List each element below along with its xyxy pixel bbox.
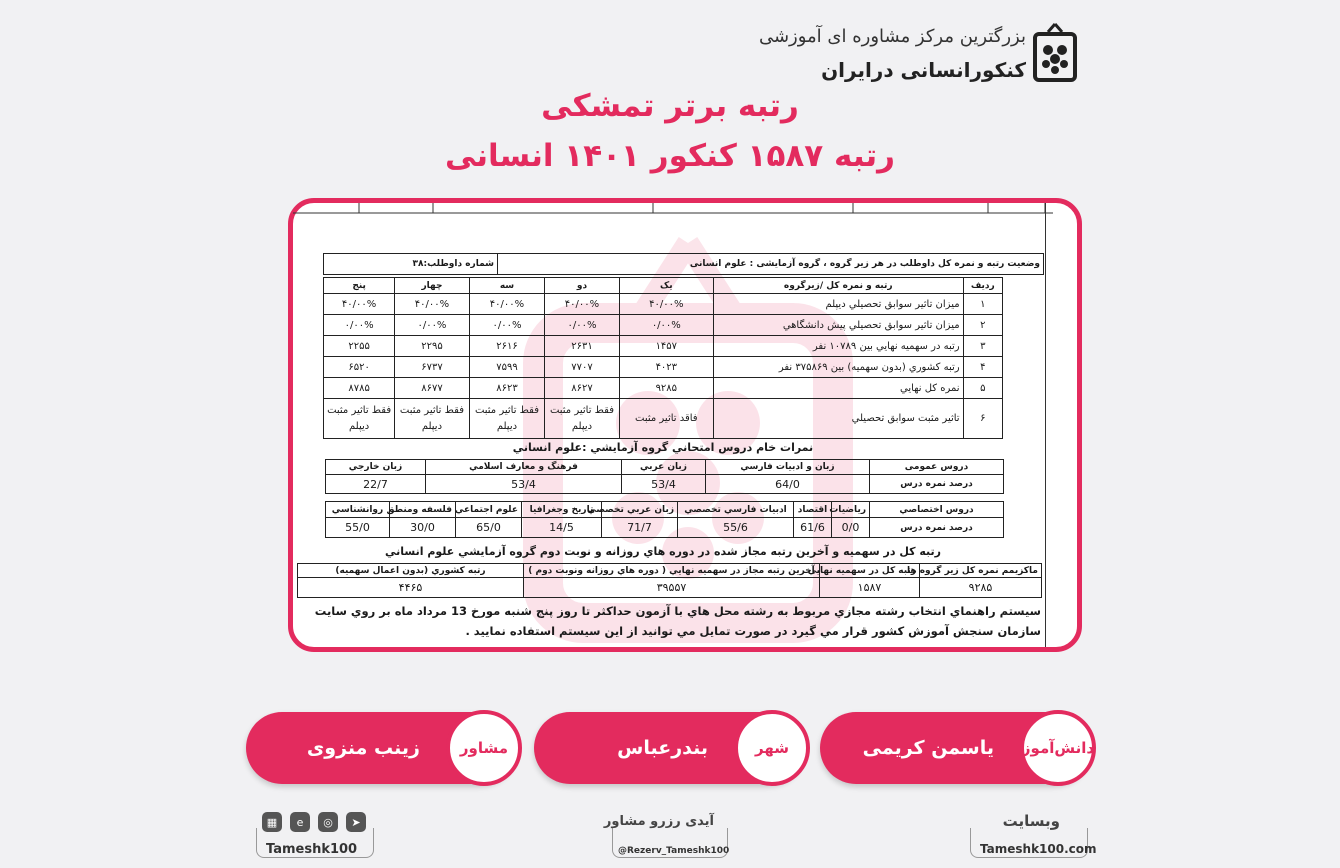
social-links	[256, 815, 374, 860]
score-cell: 53/4	[622, 475, 706, 494]
advisor-name: زینب منزوی	[306, 737, 420, 759]
table-row	[324, 336, 1003, 357]
table-cell: ۳	[963, 336, 1002, 357]
score-cell: 30/0	[390, 518, 456, 538]
result-document	[293, 203, 1077, 647]
final-header: رتبه كشوري (بدون اعمال سهميه)	[298, 564, 524, 578]
table-cell: رتبه كشوري (بدون سهميه) بين ۳۷۵۸۶۹ نفر	[713, 357, 963, 378]
page-subtitle: رتبه ۱۵۸۷ کنکور ۱۴۰۱ انسانی	[445, 138, 895, 174]
table-row	[326, 518, 1004, 538]
telegram-icon[interactable]: ➤	[346, 812, 366, 832]
final-rank-title: رتبه كل در سهميه و آخرين رتبه مجاز شده در دوره هاي روزانه و نوبت دوم گروه آزمايشي علوم انساني	[385, 545, 941, 558]
social-handle[interactable]: Tameshk100	[266, 842, 358, 857]
final-header: رتبه كل در سهميه نهايي	[820, 564, 920, 578]
student-label: دانش‌آموز	[1021, 739, 1095, 757]
table-row	[298, 578, 1042, 598]
student-name: یاسمن کریمی	[862, 737, 994, 759]
advisor-pill	[246, 712, 516, 784]
final-value: ۹۲۸۵	[920, 578, 1042, 598]
table-cell: رتبه در سهميه نهايي بين ۱۰۷۸۹ نفر	[713, 336, 963, 357]
table-cell: ۰/۰۰%	[324, 315, 395, 336]
instagram-icon[interactable]: ◎	[318, 812, 338, 832]
score-cell: 65/0	[456, 518, 522, 538]
table-cell: ۰/۰۰%	[545, 315, 619, 336]
pill-badge	[446, 710, 522, 786]
table-cell: ميزان تاثير سوابق تحصيلي ديپلم	[713, 294, 963, 315]
brand-block	[758, 18, 1078, 88]
table-cell: ۴۰/۰۰%	[545, 294, 619, 315]
table-cell: ۷۷۰۷	[545, 357, 619, 378]
raw-scores-title: نمرات خام دروس امتحاني گروه آزمايشي :علوم انساني	[512, 441, 814, 454]
column-header: رديف	[963, 278, 1002, 294]
page-title: رتبه برتر تمشکی	[541, 88, 799, 124]
column-header: دو	[545, 278, 619, 294]
subject-header: زبان و ادبيات فارسي	[706, 460, 870, 475]
table-cell: ۵	[963, 378, 1002, 399]
table-cell: ۱۴۵۷	[619, 336, 713, 357]
table-row	[326, 502, 1004, 518]
subject-header: زبان عربي	[622, 460, 706, 475]
table-row	[326, 460, 1004, 475]
table-row	[326, 475, 1004, 494]
raspberry-logo-icon	[1032, 22, 1078, 84]
table-row	[324, 399, 1003, 439]
right-border	[1045, 203, 1055, 647]
website-title: وبسایت	[1002, 812, 1060, 830]
table-cell: ۸۶۲۷	[545, 378, 619, 399]
subject-header: زبان خارجي	[326, 460, 426, 475]
student-pill	[820, 712, 1095, 784]
city-label: شهر	[755, 739, 789, 757]
score-cell: 22/7	[326, 475, 426, 494]
reserve-id[interactable]	[603, 814, 730, 860]
website-url[interactable]: Tameshk100.com	[980, 842, 1097, 856]
table-cell: ۲۶۱۶	[469, 336, 545, 357]
table-cell: ۲۲۹۵	[395, 336, 469, 357]
table-cell: ۴۰/۰۰%	[619, 294, 713, 315]
pill-badge	[1020, 710, 1096, 786]
brand-name: کنکورانسانی درایران	[821, 58, 1026, 82]
score-cell: 53/4	[426, 475, 622, 494]
result-card	[288, 198, 1082, 652]
table-cell: ۰/۰۰%	[469, 315, 545, 336]
reserve-title: آیدی رزرو مشاور	[603, 814, 714, 829]
table-cell: ۷۵۹۹	[469, 357, 545, 378]
final-value: ۴۴۶۵	[298, 578, 524, 598]
doc-header-table	[323, 253, 1044, 275]
final-header: آخرين رتبه مجاز در سهميه نهايي ( دوره هاي روزانه ونوبت دوم )	[524, 564, 820, 578]
table-cell: فقط تاثير مثبت ديپلم	[395, 399, 469, 439]
subject-header: علوم اجتماعي	[456, 502, 522, 518]
subject-header: فلسفه ومنطق	[390, 502, 456, 518]
table-cell: ۹۲۸۵	[619, 378, 713, 399]
website-link[interactable]	[970, 812, 1097, 860]
subject-header: تاريخ وجغرافيا	[522, 502, 602, 518]
table-cell: ۲۲۵۵	[324, 336, 395, 357]
column-header: پنج	[324, 278, 395, 294]
rank-header-row	[324, 278, 1003, 294]
eitaa-icon[interactable]: e	[290, 812, 310, 832]
table-cell: ۸۶۷۷	[395, 378, 469, 399]
subject-header: ادبيات فارسي تخصصي	[678, 502, 794, 518]
table-cell: ۲	[963, 315, 1002, 336]
table-cell: فقط تاثير مثبت ديپلم	[324, 399, 395, 439]
brand-tagline: بزرگترین مرکز مشاوره ای آموزشی	[758, 26, 1026, 47]
table-row	[324, 294, 1003, 315]
table-cell: ۱	[963, 294, 1002, 315]
general-subjects-table	[325, 459, 1004, 494]
table-cell: ۸۶۲۳	[469, 378, 545, 399]
table-cell: ۶۷۳۷	[395, 357, 469, 378]
column-header: چهار	[395, 278, 469, 294]
reserve-handle[interactable]: @Rezerv_Tameshk100	[618, 846, 730, 856]
table-cell: ۴۰۲۳	[619, 357, 713, 378]
table-cell: ۰/۰۰%	[619, 315, 713, 336]
selection-note: سيستم راهنماي انتخاب رشته مجازي مربوط به رشته محل هاي با آزمون حداكثر تا روز پنج شنبه مورخ 13 مرداد ماه بر روي سايت سازمان سنجش آموزش كشور قرار مي گيرد در صورت تمايل مي توانيد از اين سيستم استفاده نماييد .	[314, 604, 1041, 638]
table-cell: نمره كل نهايي	[713, 378, 963, 399]
score-cell: 55/0	[326, 518, 390, 538]
general-label: دروس عمومی	[870, 460, 1004, 475]
table-cell: ۸۷۸۵	[324, 378, 395, 399]
table-cell: ۴۰/۰۰%	[395, 294, 469, 315]
table-cell: تاثير مثبت سوابق تحصيلي	[713, 399, 963, 439]
table-cell: ۶۵۲۰	[324, 357, 395, 378]
subject-header: روانشناسي	[326, 502, 390, 518]
table-cell: فقط تاثير مثبت ديپلم	[469, 399, 545, 439]
city-pill	[534, 712, 804, 784]
final-rank-table	[297, 563, 1042, 598]
table-cell: ۲۶۳۱	[545, 336, 619, 357]
percent-label: درصد نمره درس	[870, 518, 1004, 538]
final-value: ۱۵۸۷	[820, 578, 920, 598]
special-subjects-table	[325, 501, 1004, 538]
percent-label: درصد نمره درس	[870, 475, 1004, 494]
special-label: دروس اختصاصي	[870, 502, 1004, 518]
subject-header: فرهنگ و معارف اسلامي	[426, 460, 622, 475]
table-row	[324, 378, 1003, 399]
advisor-label: مشاور	[459, 739, 509, 757]
rank-table	[323, 277, 1003, 439]
final-header: ماكزيمم نمره كل زير گروه ها	[920, 564, 1042, 578]
score-cell: 71/7	[602, 518, 678, 538]
subject-header: اقتصاد	[794, 502, 832, 518]
table-cell: ميزان تاثير سوابق تحصيلي پيش دانشگاهي	[713, 315, 963, 336]
doc-header-title: وضعیت رتبه و نمره کل داوطلب در هر زیر گروه ، گروه آزمایشی : علوم انسانی	[498, 254, 1044, 275]
table-cell: فاقد تاثير مثبت	[619, 399, 713, 439]
score-cell: 14/5	[522, 518, 602, 538]
table-cell: فقط تاثير مثبت ديپلم	[545, 399, 619, 439]
table-cell: ۴۰/۰۰%	[324, 294, 395, 315]
final-value: ۳۹۵۵۷	[524, 578, 820, 598]
table-row	[324, 357, 1003, 378]
column-header: يک	[619, 278, 713, 294]
candidate-number: شماره داوطلب:۳۸	[324, 254, 498, 275]
table-cell: ۴	[963, 357, 1002, 378]
score-cell: 55/6	[678, 518, 794, 538]
column-header: رتبه و نمره كل /زيرگروه	[713, 278, 963, 294]
table-cell: ۰/۰۰%	[395, 315, 469, 336]
table-row	[298, 564, 1042, 578]
score-cell: 64/0	[706, 475, 870, 494]
table-row	[324, 315, 1003, 336]
table-cell: ۴۰/۰۰%	[469, 294, 545, 315]
score-cell: 0/0	[832, 518, 870, 538]
score-cell: 61/6	[794, 518, 832, 538]
cube-icon[interactable]: ▦	[262, 812, 282, 832]
city-name: بندرعباس	[617, 737, 708, 759]
subject-header: رياضيات	[832, 502, 870, 518]
table-cell: ۶	[963, 399, 1002, 439]
pill-badge	[734, 710, 810, 786]
subject-header: زبان عربي تخصصي	[602, 502, 678, 518]
top-strip	[293, 203, 1077, 217]
column-header: سه	[469, 278, 545, 294]
